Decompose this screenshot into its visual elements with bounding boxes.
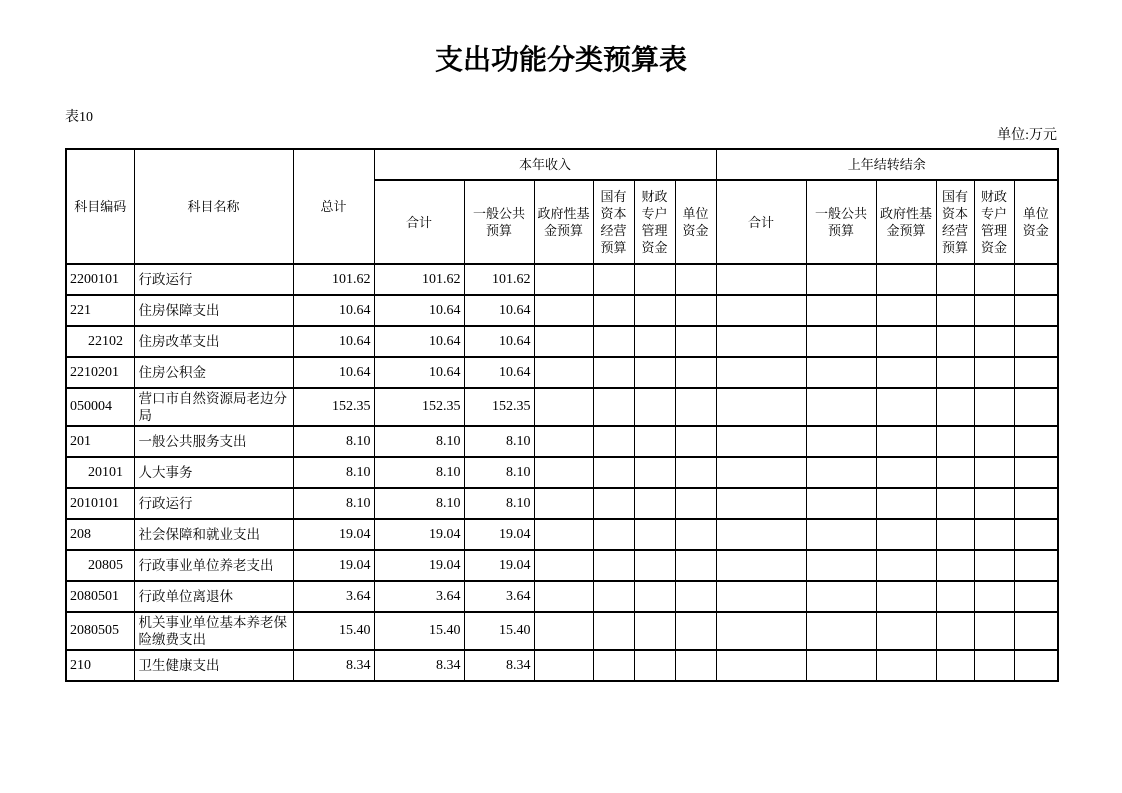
amount-cell: [936, 519, 974, 550]
amount-cell: 101.62: [464, 264, 534, 295]
amount-cell: [876, 550, 936, 581]
amount-cell: [806, 264, 876, 295]
amount-cell: [974, 581, 1014, 612]
amount-cell: [806, 426, 876, 457]
amount-cell: [593, 326, 634, 357]
header-cy-govt-fund-budget: 政府性基金预算: [534, 180, 593, 264]
amount-cell: [936, 457, 974, 488]
amount-cell: [806, 326, 876, 357]
amount-cell: [534, 426, 593, 457]
amount-cell: 8.10: [293, 457, 374, 488]
amount-cell: [593, 581, 634, 612]
amount-cell: [716, 264, 806, 295]
amount-cell: 10.64: [464, 295, 534, 326]
amount-cell: [1014, 550, 1058, 581]
amount-cell: [593, 650, 634, 681]
subject-name-cell: 行政运行: [134, 264, 293, 295]
amount-cell: [593, 264, 634, 295]
unit-label: 单位:万元: [997, 128, 1057, 143]
amount-cell: 8.10: [293, 488, 374, 519]
subject-code-cell: 20101: [66, 457, 134, 488]
subject-code-cell: 2080501: [66, 581, 134, 612]
amount-cell: [593, 295, 634, 326]
amount-cell: [936, 326, 974, 357]
amount-cell: [806, 581, 876, 612]
amount-cell: 8.10: [464, 457, 534, 488]
header-cy-fiscal-special-account: 财政专户管理资金: [634, 180, 675, 264]
amount-cell: [675, 357, 716, 388]
header-grand-total: 总计: [293, 149, 374, 264]
amount-cell: [1014, 519, 1058, 550]
amount-cell: 19.04: [464, 550, 534, 581]
amount-cell: 19.04: [374, 550, 464, 581]
amount-cell: [1014, 457, 1058, 488]
amount-cell: [716, 612, 806, 650]
amount-cell: [675, 295, 716, 326]
amount-cell: [634, 264, 675, 295]
subject-name-cell: 卫生健康支出: [134, 650, 293, 681]
amount-cell: [593, 388, 634, 426]
amount-cell: [806, 488, 876, 519]
amount-cell: [876, 426, 936, 457]
document-content: [65, 0, 1057, 682]
amount-cell: 10.64: [464, 357, 534, 388]
amount-cell: 8.10: [374, 426, 464, 457]
amount-cell: [876, 650, 936, 681]
amount-cell: 8.34: [464, 650, 534, 681]
budget-table: [65, 148, 1059, 682]
amount-cell: [936, 426, 974, 457]
subject-name-cell: 住房保障支出: [134, 295, 293, 326]
table-row: [66, 519, 1058, 550]
table-row: [66, 426, 1058, 457]
amount-cell: 152.35: [293, 388, 374, 426]
amount-cell: [1014, 388, 1058, 426]
amount-cell: [936, 612, 974, 650]
amount-cell: [936, 488, 974, 519]
amount-cell: 8.34: [374, 650, 464, 681]
amount-cell: [1014, 326, 1058, 357]
amount-cell: [974, 488, 1014, 519]
subject-code-cell: 201: [66, 426, 134, 457]
amount-cell: [876, 612, 936, 650]
amount-cell: [716, 326, 806, 357]
amount-cell: [634, 388, 675, 426]
amount-cell: [716, 295, 806, 326]
table-row: [66, 388, 1058, 426]
amount-cell: 152.35: [374, 388, 464, 426]
amount-cell: [936, 581, 974, 612]
header-pc-state-capital-budget: 国有资本经营预算: [936, 180, 974, 264]
amount-cell: [936, 357, 974, 388]
amount-cell: [876, 295, 936, 326]
amount-cell: [806, 519, 876, 550]
amount-cell: [936, 650, 974, 681]
amount-cell: 3.64: [464, 581, 534, 612]
amount-cell: [534, 357, 593, 388]
amount-cell: [675, 612, 716, 650]
amount-cell: [634, 326, 675, 357]
amount-cell: [675, 581, 716, 612]
amount-cell: [974, 457, 1014, 488]
subject-name-cell: 社会保障和就业支出: [134, 519, 293, 550]
amount-cell: [634, 612, 675, 650]
amount-cell: [876, 457, 936, 488]
subject-name-cell: 住房改革支出: [134, 326, 293, 357]
amount-cell: [1014, 650, 1058, 681]
amount-cell: [634, 650, 675, 681]
header-pc-unit-funds: 单位资金: [1014, 180, 1058, 264]
amount-cell: [876, 388, 936, 426]
header-pc-fiscal-special-account: 财政专户管理资金: [974, 180, 1014, 264]
amount-cell: [593, 426, 634, 457]
amount-cell: [534, 326, 593, 357]
header-prior-year-carryover-group: 上年结转结余: [716, 149, 1058, 180]
subject-code-cell: 210: [66, 650, 134, 681]
amount-cell: [974, 650, 1014, 681]
subject-name-cell: 行政事业单位养老支出: [134, 550, 293, 581]
subject-name-cell: 人大事务: [134, 457, 293, 488]
table-row: [66, 612, 1058, 650]
amount-cell: 10.64: [374, 326, 464, 357]
amount-cell: [593, 488, 634, 519]
amount-cell: [936, 550, 974, 581]
amount-cell: [593, 612, 634, 650]
amount-cell: 8.10: [374, 457, 464, 488]
amount-cell: 3.64: [374, 581, 464, 612]
amount-cell: [806, 457, 876, 488]
amount-cell: [634, 357, 675, 388]
subject-code-cell: 221: [66, 295, 134, 326]
amount-cell: [675, 264, 716, 295]
amount-cell: [675, 388, 716, 426]
table-row: [66, 457, 1058, 488]
header-group-row: [66, 149, 1058, 180]
amount-cell: [974, 295, 1014, 326]
table-number-label: 表10: [65, 110, 93, 125]
amount-cell: 10.64: [293, 295, 374, 326]
table-row: [66, 357, 1058, 388]
amount-cell: [1014, 426, 1058, 457]
subject-code-cell: 208: [66, 519, 134, 550]
amount-cell: 8.34: [293, 650, 374, 681]
amount-cell: [876, 357, 936, 388]
subject-code-cell: 050004: [66, 388, 134, 426]
amount-cell: [974, 388, 1014, 426]
amount-cell: [716, 457, 806, 488]
amount-cell: 15.40: [374, 612, 464, 650]
amount-cell: [675, 650, 716, 681]
amount-cell: [806, 650, 876, 681]
header-current-year-income-group: 本年收入: [374, 149, 716, 180]
amount-cell: [675, 426, 716, 457]
amount-cell: [593, 550, 634, 581]
amount-cell: [534, 581, 593, 612]
table-row: [66, 581, 1058, 612]
amount-cell: [806, 388, 876, 426]
amount-cell: 8.10: [464, 426, 534, 457]
amount-cell: [936, 295, 974, 326]
table-row: [66, 295, 1058, 326]
amount-cell: [593, 457, 634, 488]
amount-cell: [593, 519, 634, 550]
amount-cell: [806, 550, 876, 581]
header-cy-general-public-budget: 一般公共预算: [464, 180, 534, 264]
amount-cell: [806, 295, 876, 326]
amount-cell: [1014, 295, 1058, 326]
amount-cell: [974, 426, 1014, 457]
amount-cell: [634, 295, 675, 326]
amount-cell: [675, 488, 716, 519]
amount-cell: [876, 519, 936, 550]
amount-cell: [675, 550, 716, 581]
amount-cell: 3.64: [293, 581, 374, 612]
amount-cell: [634, 550, 675, 581]
amount-cell: [1014, 488, 1058, 519]
header-cy-unit-funds: 单位资金: [675, 180, 716, 264]
amount-cell: [716, 550, 806, 581]
header-subject-name: 科目名称: [134, 149, 293, 264]
table-row: [66, 326, 1058, 357]
amount-cell: 8.10: [374, 488, 464, 519]
amount-cell: 10.64: [293, 357, 374, 388]
amount-cell: 101.62: [374, 264, 464, 295]
header-pc-govt-fund-budget: 政府性基金预算: [876, 180, 936, 264]
amount-cell: 8.10: [464, 488, 534, 519]
amount-cell: [716, 388, 806, 426]
amount-cell: [974, 357, 1014, 388]
table-row: [66, 488, 1058, 519]
amount-cell: [675, 519, 716, 550]
amount-cell: [974, 326, 1014, 357]
amount-cell: [1014, 264, 1058, 295]
amount-cell: 15.40: [293, 612, 374, 650]
amount-cell: 19.04: [293, 519, 374, 550]
amount-cell: 15.40: [464, 612, 534, 650]
amount-cell: [634, 488, 675, 519]
subject-name-cell: 营口市自然资源局老边分局: [134, 388, 293, 426]
table-row: [66, 650, 1058, 681]
amount-cell: [974, 264, 1014, 295]
amount-cell: [534, 488, 593, 519]
page-title: 支出功能分类预算表: [434, 45, 687, 76]
header-subject-code: 科目编码: [66, 149, 134, 264]
header-pc-subtotal: 合计: [716, 180, 806, 264]
amount-cell: [534, 388, 593, 426]
table-row: [66, 264, 1058, 295]
subject-name-cell: 行政单位离退休: [134, 581, 293, 612]
amount-cell: [936, 264, 974, 295]
amount-cell: [716, 426, 806, 457]
table-row: [66, 550, 1058, 581]
header-cy-state-capital-budget: 国有资本经营预算: [593, 180, 634, 264]
amount-cell: [876, 264, 936, 295]
subject-code-cell: 22102: [66, 326, 134, 357]
amount-cell: [716, 488, 806, 519]
amount-cell: [974, 612, 1014, 650]
amount-cell: [876, 581, 936, 612]
amount-cell: [1014, 581, 1058, 612]
amount-cell: [1014, 357, 1058, 388]
subject-code-cell: 2010101: [66, 488, 134, 519]
table-body: [66, 264, 1058, 681]
amount-cell: [534, 264, 593, 295]
amount-cell: 10.64: [374, 295, 464, 326]
amount-cell: [936, 388, 974, 426]
amount-cell: [974, 550, 1014, 581]
amount-cell: [974, 519, 1014, 550]
amount-cell: [675, 326, 716, 357]
header-pc-general-public-budget: 一般公共预算: [806, 180, 876, 264]
amount-cell: [876, 488, 936, 519]
subject-code-cell: 20805: [66, 550, 134, 581]
amount-cell: 10.64: [374, 357, 464, 388]
amount-cell: [634, 426, 675, 457]
amount-cell: [675, 457, 716, 488]
amount-cell: [716, 357, 806, 388]
amount-cell: [876, 326, 936, 357]
amount-cell: 19.04: [374, 519, 464, 550]
amount-cell: [806, 612, 876, 650]
amount-cell: [634, 581, 675, 612]
amount-cell: [534, 612, 593, 650]
subject-name-cell: 机关事业单位基本养老保险缴费支出: [134, 612, 293, 650]
amount-cell: 101.62: [293, 264, 374, 295]
subject-code-cell: 2210201: [66, 357, 134, 388]
amount-cell: [534, 457, 593, 488]
amount-cell: [534, 519, 593, 550]
header-cy-subtotal: 合计: [374, 180, 464, 264]
amount-cell: 19.04: [464, 519, 534, 550]
subject-code-cell: 2200101: [66, 264, 134, 295]
amount-cell: [716, 519, 806, 550]
amount-cell: [534, 550, 593, 581]
amount-cell: 10.64: [464, 326, 534, 357]
amount-cell: 19.04: [293, 550, 374, 581]
amount-cell: 10.64: [293, 326, 374, 357]
amount-cell: [534, 650, 593, 681]
amount-cell: [716, 581, 806, 612]
subject-code-cell: 2080505: [66, 612, 134, 650]
amount-cell: [806, 357, 876, 388]
subject-name-cell: 一般公共服务支出: [134, 426, 293, 457]
amount-cell: [634, 457, 675, 488]
amount-cell: [634, 519, 675, 550]
amount-cell: [1014, 612, 1058, 650]
subject-name-cell: 行政运行: [134, 488, 293, 519]
amount-cell: [716, 650, 806, 681]
amount-cell: 152.35: [464, 388, 534, 426]
amount-cell: [593, 357, 634, 388]
amount-cell: 8.10: [293, 426, 374, 457]
subject-name-cell: 住房公积金: [134, 357, 293, 388]
amount-cell: [534, 295, 593, 326]
